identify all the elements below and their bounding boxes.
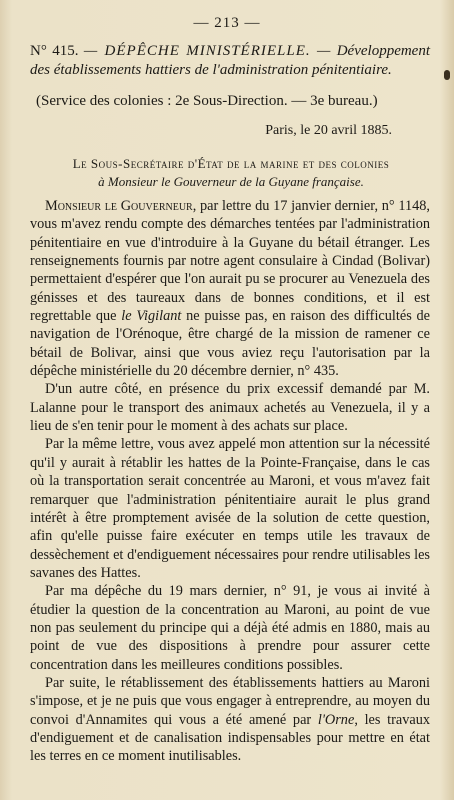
dispatch-title: — DÉPÊCHE MINISTÉRIELLE. — xyxy=(83,43,332,59)
paragraph-5 xyxy=(30,674,430,766)
paragraph-5-text-b: , les travaux d'endiguement et de canalisation indispensables pour mettre en état les terres en ce moment inutilisables. xyxy=(30,711,430,765)
service-line: (Service des colonies : 2e Sous-Direction. — 3e bureau.) xyxy=(36,93,378,109)
address-block xyxy=(30,155,432,191)
paragraph-1-text-b: ne puisse pas, en raison des difficultés de navigation de l'Orénoque, être chargé de la mission de ramener ce bétail de Bolivar, ainsi que vous aviez reçu l'autorisation par la dépêche ministérielle du 20 décembre dernier, n° 435. xyxy=(30,308,431,380)
recipient-line: à Monsieur le Gouverneur de la Guyane française. xyxy=(98,174,364,189)
paragraph-3: Par la même lettre, vous avez appelé mon attention sur la nécessité qu'il y aurait à rétablir les hattes de la Pointe-Française, dans le cas où la transportation serait concentrée au Maroni, et vous m'avez fait remarquer que l'administration pénitentiaire aurait le plus grand intérêt à être promptement avisée de la solution de cette question, afin qu'elle puisse faire exécuter en temps utile les travaux de dessèchement et d'endiguement nécessaires pour rendre utilisables les savanes des Hattes. xyxy=(30,436,430,581)
paragraph-2: D'un autre côté, en présence du prix excessif demandé par M. Lalanne pour le transport des animaux achetés au Venezuela, il y a lieu de s'en tenir pour le moment à des achats sur place. xyxy=(30,381,430,435)
dateline: Paris, le 20 avril 1885. xyxy=(265,123,392,138)
paragraph-5-text-a: Par suite, le rétablissement des établissements hattiers au Maroni s'impose, et je ne puis que vous engager à entreprendre, au moyen du convoi d'Annamites qui vous a été amené par xyxy=(30,674,430,728)
paragraph-1 xyxy=(30,197,430,380)
letter-body xyxy=(30,197,430,766)
dispatch-subject: Développement des établissements hattiers de l'administration pénitentiaire. xyxy=(30,43,431,78)
ship-name-orne: l'Orne xyxy=(317,711,355,728)
ink-blot xyxy=(444,70,450,80)
paragraph-4: Par ma dépêche du 19 mars dernier, n° 91, je vous ai invité à étudier la question de la concentration au Maroni, au point de vue non pas seulement du principe qui a déjà été admis en 1880, mais au point de vue des dispositions à prendre pour assurer cette concentration dans les meilleures conditions possibles. xyxy=(30,583,430,673)
dispatch-heading xyxy=(30,42,430,80)
paragraph-1-text-a: par lettre du 17 janvier dernier, n° 1148, vous m'avez rendu compte des démarches tentées par l'administration pénitentiaire en vue d'introduire à la Guyane du bétail étranger. Les renseignements fournis par notre agent consulaire à Cindad (Bolivar) permettaient d'espérer que l'on aurait pu se procurer au Venezuela des génisses et des taureaux dans de bonnes conditions, et il est regrettable que xyxy=(30,198,430,325)
dispatch-number: N° 415. xyxy=(30,43,79,59)
sender-line: Le Sous-Secrétaire d'État de la marine et des colonies xyxy=(72,156,390,171)
salutation: Monsieur le Gouverneur, xyxy=(45,198,197,214)
page-number: — 213 — xyxy=(193,15,261,31)
ship-name-vigilant: le Vigilant xyxy=(121,308,182,325)
